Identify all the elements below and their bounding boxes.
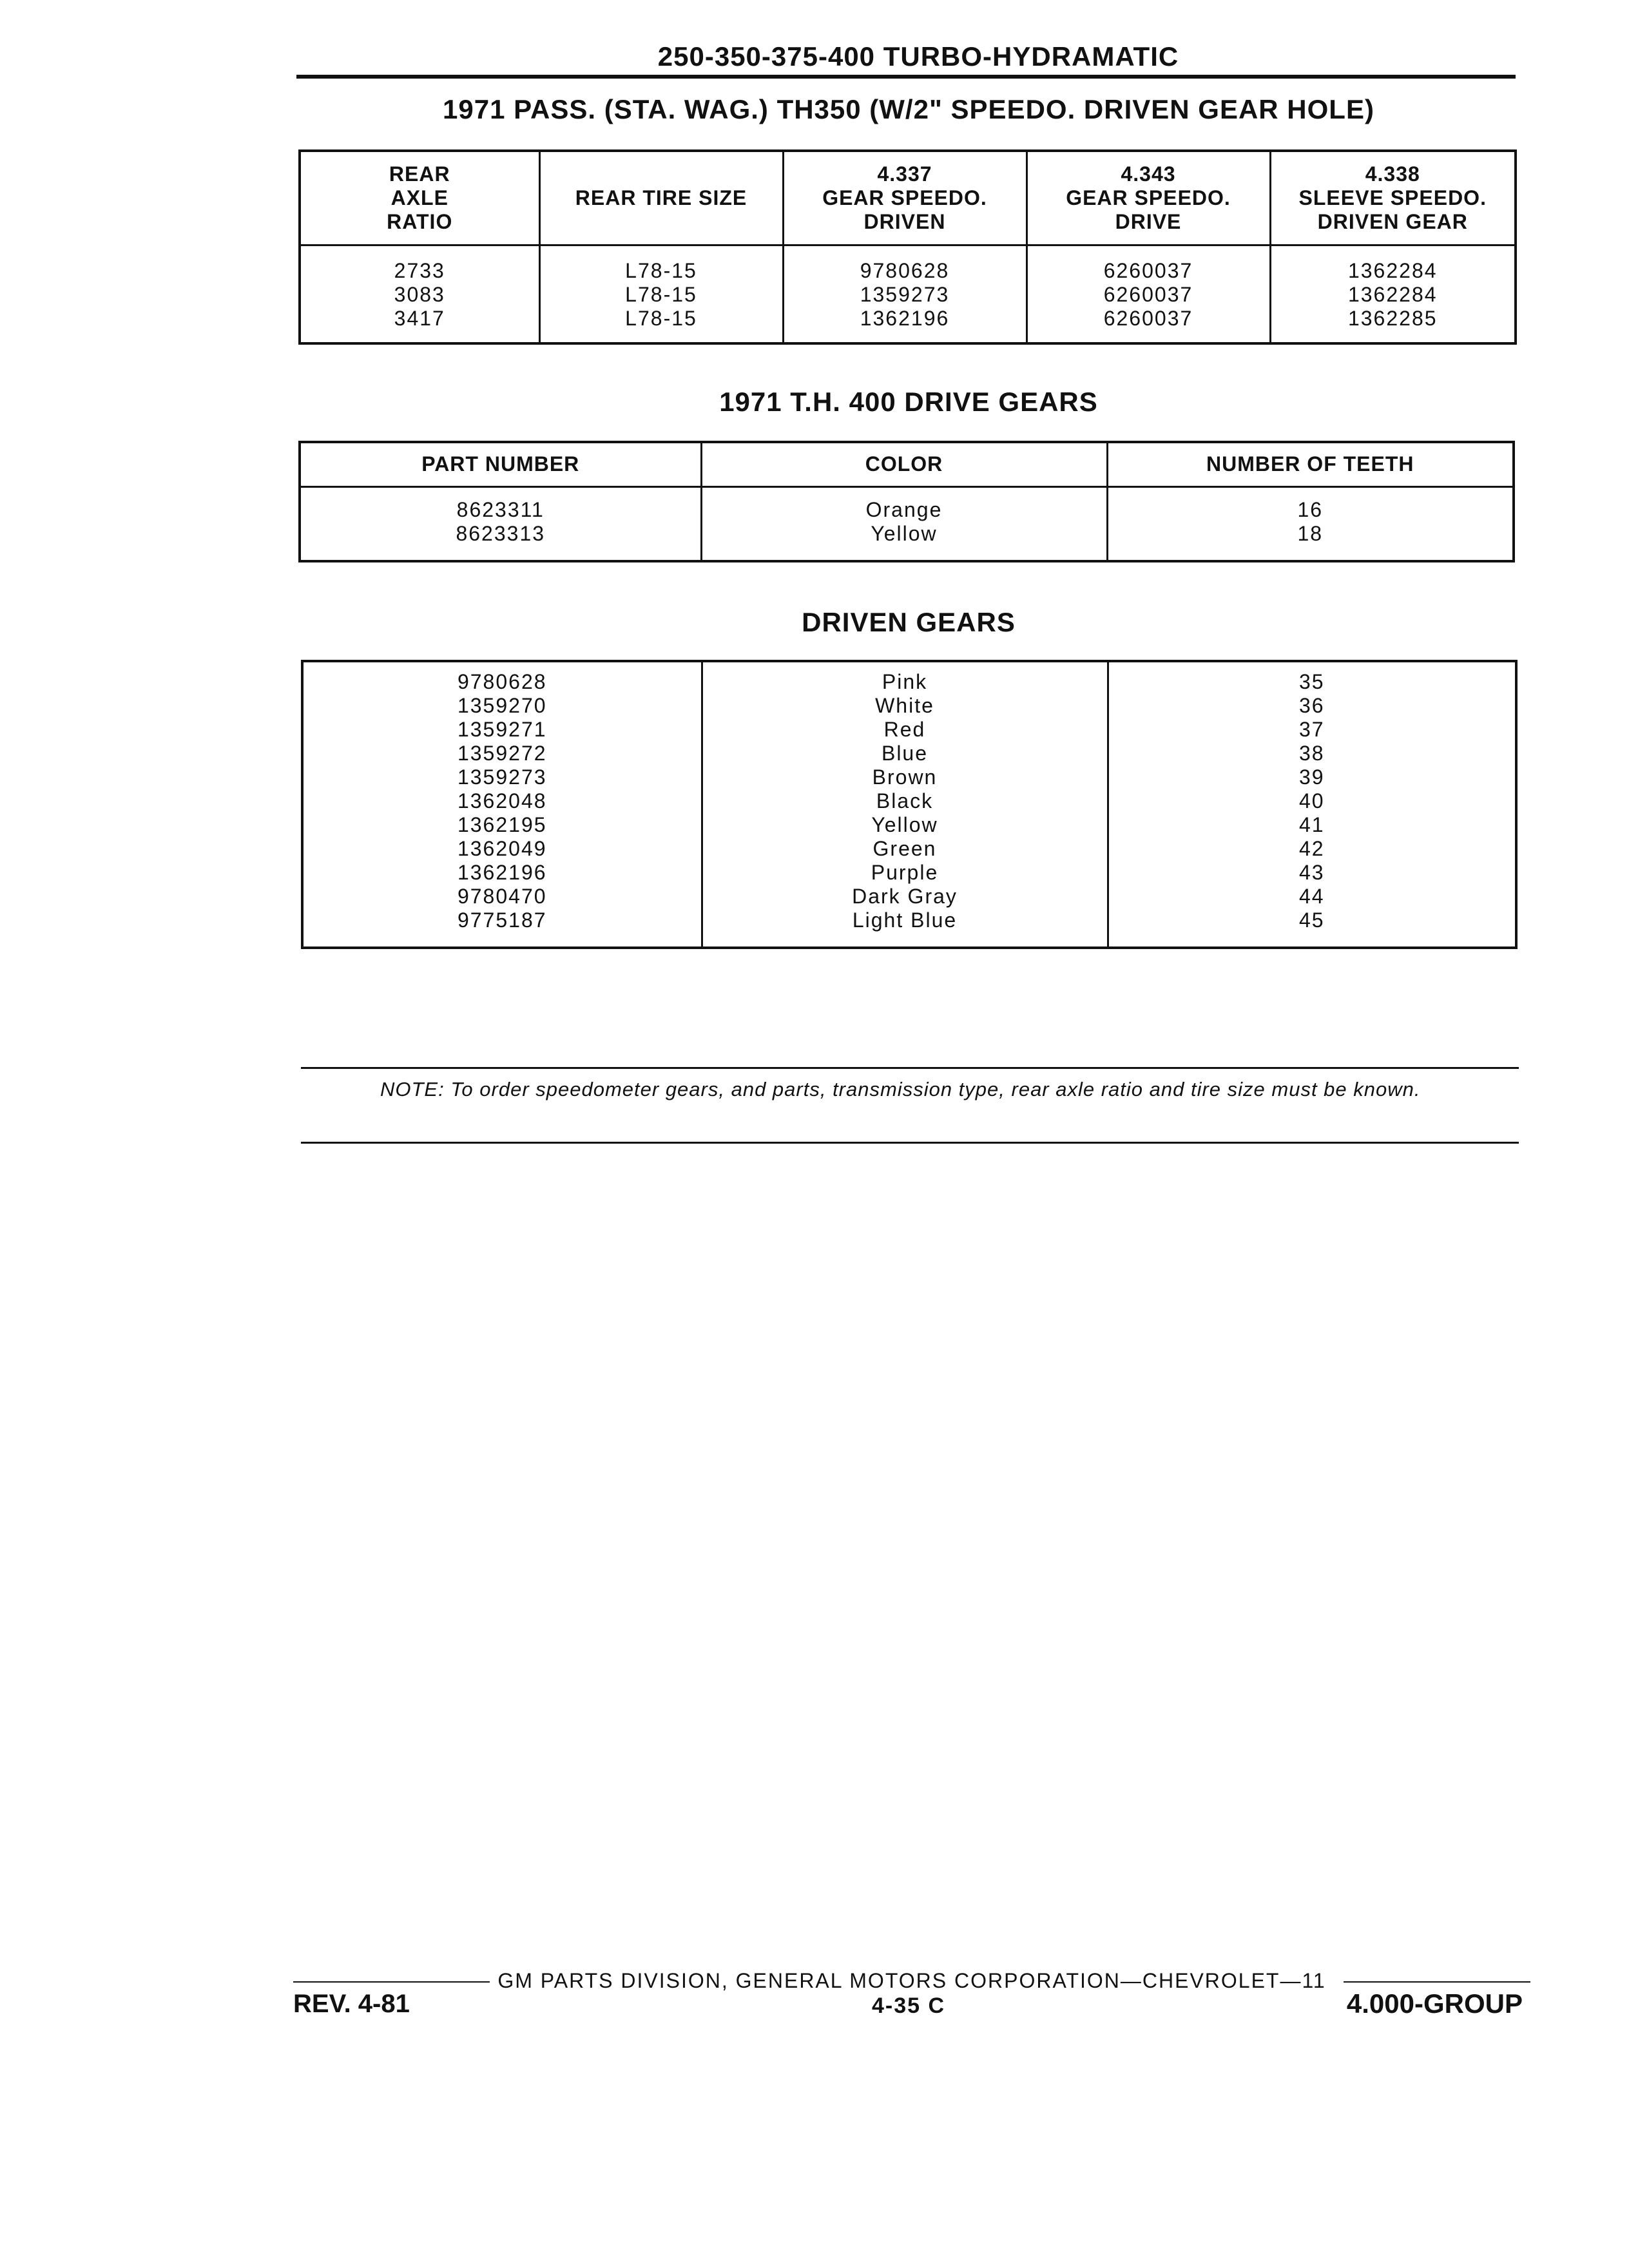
table1-cell: 6260037	[1103, 306, 1193, 330]
table2-col-header: COLOR	[701, 442, 1107, 486]
table3-cell: 1359272	[457, 742, 547, 765]
table1-col-header-line: GEAR SPEEDO.	[1066, 186, 1231, 209]
table3-cell: Dark Gray	[852, 885, 958, 908]
table2-cell: Yellow	[871, 521, 938, 545]
table1-column-values	[1027, 245, 1270, 343]
table3-cell: 39	[1298, 765, 1325, 789]
table3-cell: 45	[1298, 908, 1325, 932]
note-top-rule	[301, 1067, 1519, 1069]
table1-cell: 1359273	[860, 282, 950, 306]
group-label: 4.000-GROUP	[1346, 1988, 1523, 2019]
table3-cell: 1362049	[457, 837, 547, 860]
footer-rule-right	[1344, 1981, 1530, 1983]
table3-cell: 37	[1298, 718, 1325, 741]
table2-body-row	[300, 486, 1514, 561]
table3-cell: Light Blue	[852, 908, 958, 932]
table1-col-header-line: 4.337	[877, 162, 932, 186]
drive-gears-table	[298, 441, 1515, 562]
table1-col-header-line: DRIVEN	[863, 209, 946, 233]
table1-column-values	[300, 245, 539, 343]
speedo-gear-table	[298, 149, 1517, 345]
table2-column-values	[1107, 486, 1514, 561]
footer-division-text: GM PARTS DIVISION, GENERAL MOTORS CORPORATION—CHEVROLET—11	[495, 1969, 1328, 1992]
table3-cell: 35	[1298, 670, 1325, 693]
table3-cell: Blue	[881, 742, 929, 765]
table1-col-header-line: DRIVEN GEAR	[1317, 209, 1468, 233]
table3-cell: 9780628	[457, 670, 547, 693]
table1-cell: L78-15	[625, 306, 697, 330]
table1-body-row	[300, 245, 1516, 343]
table1-cell: 3417	[394, 306, 445, 330]
table3-cell: 1359270	[457, 694, 547, 717]
page-number: 4-35 C	[871, 1994, 946, 2018]
table1-column-values	[539, 245, 783, 343]
table3-cell: 40	[1298, 789, 1325, 812]
table3-column-values	[1108, 661, 1516, 948]
table2-col-header: NUMBER OF TEETH	[1107, 442, 1514, 486]
table1-cell: 1362196	[860, 306, 950, 330]
table1-col-header-line: DRIVE	[1115, 209, 1182, 233]
table3-cell: 38	[1298, 742, 1325, 765]
table1-col-header-line: SLEEVE SPEEDO.	[1298, 186, 1487, 209]
table3-cell: Red	[883, 718, 926, 741]
table3-cell: 1359273	[457, 765, 547, 789]
table1-cell: 1362285	[1347, 306, 1438, 330]
table2-title: 1971 T.H. 400 DRIVE GEARS	[719, 387, 1098, 417]
table2-column-values	[701, 486, 1107, 561]
table1-col-header-line: GEAR SPEEDO.	[822, 186, 987, 209]
table3-column-values	[302, 661, 702, 948]
table3-cell: 9775187	[457, 908, 547, 932]
order-note: NOTE: To order speedometer gears, and parts, transmission type, rear axle ratio and tire size must be known.	[380, 1078, 1421, 1100]
table2-cell: Orange	[865, 497, 943, 521]
table1-col-header	[1270, 151, 1516, 245]
table1-column-values	[1270, 245, 1516, 343]
table3-cell: Brown	[872, 765, 938, 789]
table1-col-header	[539, 151, 783, 245]
table2-cell: 18	[1297, 521, 1324, 545]
table3-cell: 1362048	[457, 789, 547, 812]
table3-cell: 1362195	[457, 813, 547, 836]
table3-cell: 43	[1298, 861, 1325, 884]
table3-cell: Purple	[871, 861, 939, 884]
table1-col-header-line: AXLE	[390, 186, 448, 209]
table1-cell: 9780628	[860, 258, 950, 282]
table3-cell: Yellow	[871, 813, 938, 836]
table1-cell: 3083	[394, 282, 445, 306]
table3-cell: 9780470	[457, 885, 547, 908]
table1-column-values	[783, 245, 1027, 343]
table1-cell: 1362284	[1347, 282, 1438, 306]
table3-cell: 1359271	[457, 718, 547, 741]
table1-cell: 6260037	[1103, 258, 1193, 282]
table1-col-header-line: REAR	[389, 162, 450, 186]
table3-cell: White	[875, 694, 934, 717]
table2-column-values	[300, 486, 701, 561]
table1-cell: 2733	[394, 258, 445, 282]
table2-header-row	[300, 442, 1514, 486]
table1-title: 1971 PASS. (STA. WAG.) TH350 (W/2" SPEEDO. DRIVEN GEAR HOLE)	[443, 94, 1374, 124]
table3-body-row	[302, 661, 1516, 948]
table1-cell: L78-15	[625, 282, 697, 306]
table1-cell: 1362284	[1347, 258, 1438, 282]
table3-cell: 36	[1298, 694, 1325, 717]
table3-column-values	[702, 661, 1108, 948]
table1-col-header	[783, 151, 1027, 245]
driven-gears-table	[301, 660, 1518, 949]
table1-header-row	[300, 151, 1516, 245]
table1-cell: 6260037	[1103, 282, 1193, 306]
table1-cell: L78-15	[625, 258, 697, 282]
revision-label: REV. 4-81	[293, 1990, 410, 2018]
table1-col-header-line: 4.338	[1365, 162, 1420, 186]
table3-cell: Green	[872, 837, 937, 860]
table2-cell: 16	[1297, 497, 1324, 521]
table3-cell: Pink	[882, 670, 928, 693]
table2-cell: 8623313	[456, 521, 546, 545]
note-bottom-rule	[301, 1142, 1519, 1144]
table1-col-header-line: REAR TIRE SIZE	[575, 186, 747, 209]
table2-col-header: PART NUMBER	[300, 442, 701, 486]
table3-cell: 44	[1298, 885, 1325, 908]
group-title: 250-350-375-400 TURBO-HYDRAMATIC	[657, 41, 1179, 72]
table1-col-header-line: 4.343	[1121, 162, 1176, 186]
table1-col-header	[1027, 151, 1270, 245]
table3-cell: 41	[1298, 813, 1325, 836]
table3-cell: Black	[876, 789, 934, 812]
table1-col-header-line: RATIO	[387, 209, 453, 233]
table3-cell: 42	[1298, 837, 1325, 860]
table3-title: DRIVEN GEARS	[802, 607, 1016, 637]
table3-cell: 1362196	[457, 861, 547, 884]
table1-col-header	[300, 151, 539, 245]
header-rule	[296, 75, 1516, 79]
table2-cell: 8623311	[456, 497, 545, 521]
